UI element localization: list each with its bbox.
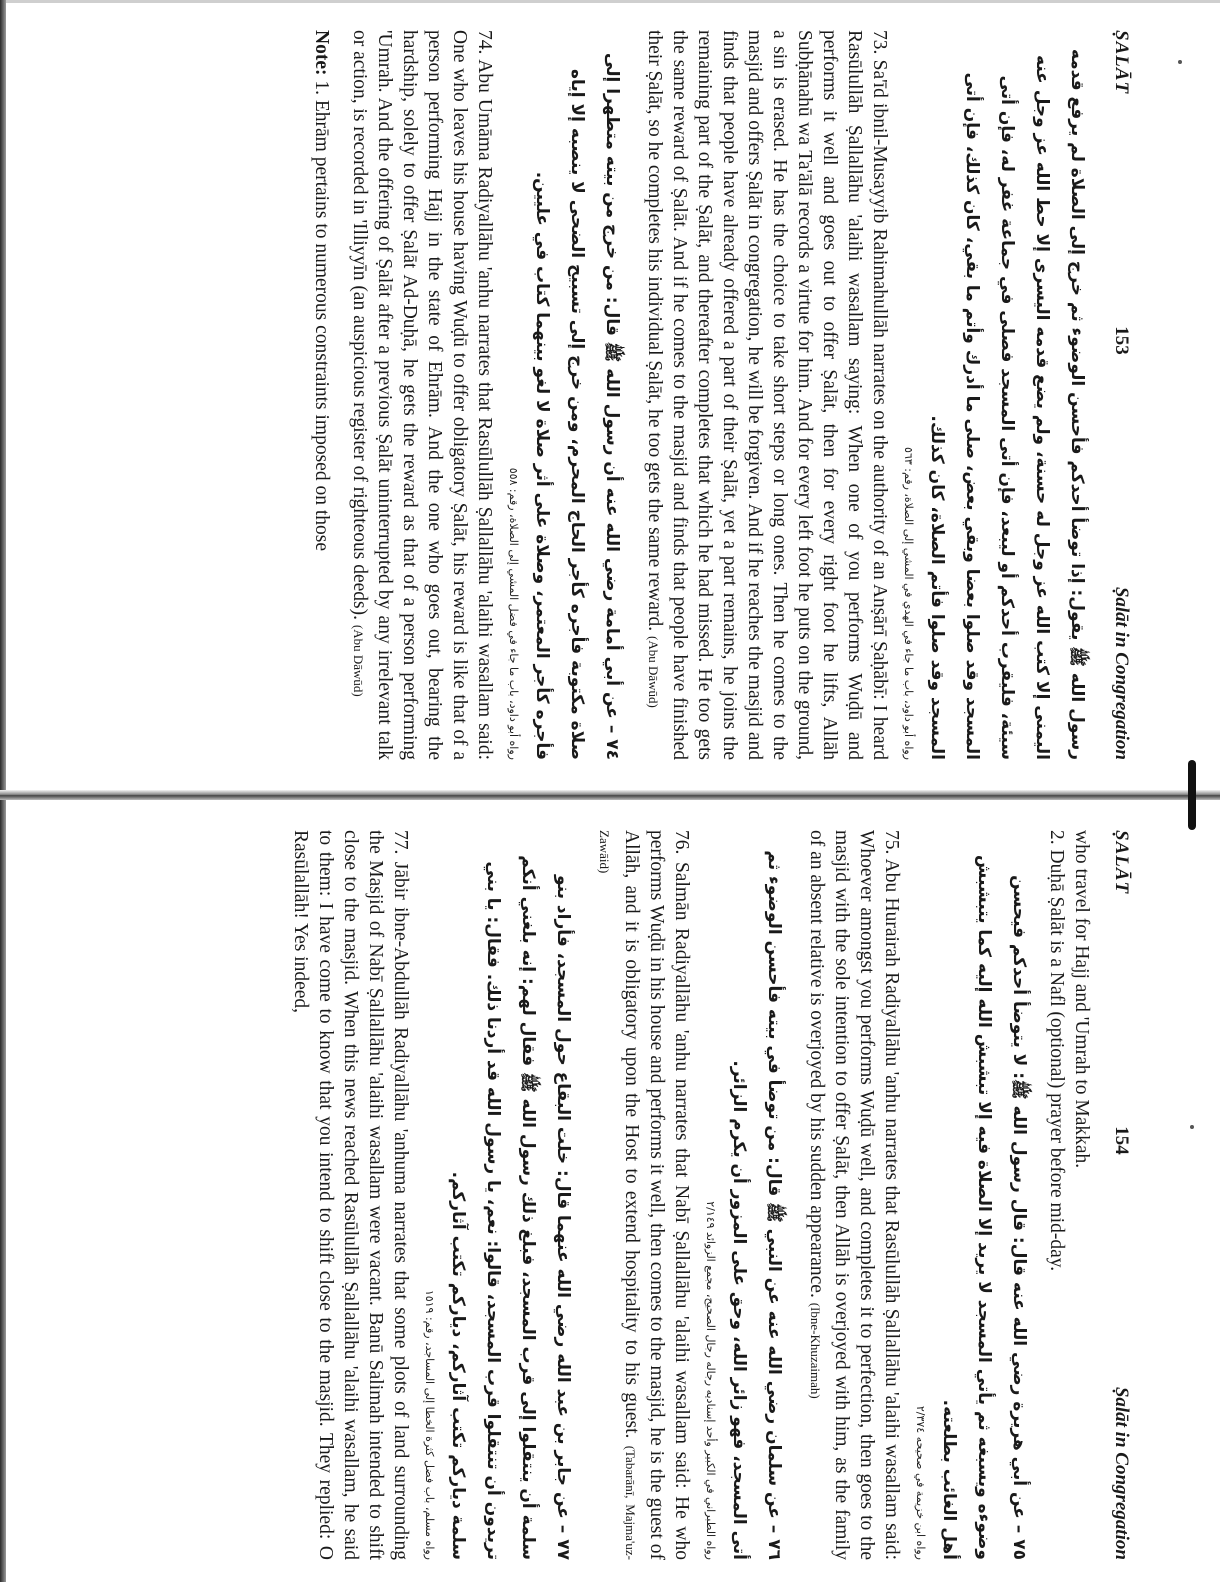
- hadith-75: [803, 830, 904, 1560]
- arabic-source: رواه ابن خزيمة في صحيحه ٢/٣٧٤: [914, 1405, 927, 1560]
- note-2: 2. Duḥā Ṣalāt is a Nafl (optional) prayer before mid-day.: [1046, 830, 1067, 1272]
- hadith-76: [592, 830, 694, 1560]
- chapter-title: Ṣalāt in Congregation: [1111, 586, 1132, 760]
- hadith-reference: (Abu Dāwūd): [646, 635, 661, 708]
- page-number: 153: [1111, 326, 1132, 355]
- running-head: [1110, 830, 1132, 1560]
- hadith-text: 76. Salmān Radiyallāhu 'anhu narrates that Nabī Ṣallallāhu 'alaihi wasallam said: He who performs Wuḍū in his house and performs it well, then comes to the masjid, he is the guest of Allāh, and it is obligatory upon the Host to extend hospitality to his guest.: [621, 830, 692, 1560]
- note: [309, 30, 334, 760]
- hadith-73: [641, 30, 892, 760]
- page-number: 154: [1111, 1126, 1132, 1155]
- page-153: [0, 0, 1220, 790]
- arabic-source: رواه الطبراني في الكبير وأحد إسناديه رجاله رجال الصحيح، مجمع الزوائد ٢/١٤٩: [704, 1201, 717, 1560]
- arabic-text: رسول الله ﷺ يقول: إذا توضأ أحدكم فأحسن الوضوء ثم خرج إلى الصلاة لم يرفع قدمه اليمنى إلا كتب الله عز وجل له حسنة، ولم يضع قدمه اليسرى إلا حط الله عز وجل عنه سيئة، فليقرب أحدكم أو ليبعد، فإن أتى المسجد فصلى في جماعة غفر له، فإن أتى المسجد وقد صلوا بعضا وبقي بعض، صلى ما أدرك وأتم ما بقي، كان كذلك، فإن أتى المسجد وقد صلوا فأتم الصلاة، كان كذلك.: [927, 48, 1087, 760]
- note-continuation: who travel for Hajj and 'Umrah to Makkah.: [1071, 830, 1092, 1169]
- note-label: Note:: [311, 30, 332, 76]
- section-title: ṢALĀT: [1111, 30, 1132, 95]
- hadith-77: [288, 830, 413, 1560]
- page-154-content: [22, 830, 1132, 1560]
- hadith-text: 77. Jābir ibne-Abdullāh Radiyallāhu 'anhuma narrates that some plots of land surrounding the Masjid of Nabī Ṣallallāhu 'alaihi wasallam were vacant. Banū Salimah intended to shift close to the masjid. When this news reached Rasūlullāh Ṣallallāhu 'alaihi wasallam, he said to them: I have come to know that you intend to shift close to the masjid. They replied: O Rasūlallāh! Yes indeed,: [290, 830, 411, 1560]
- page-153-content: [22, 30, 1132, 760]
- arabic-source: رواه أبو داود، باب ما جاء في الهدي في المشي إلى الصلاة، رقم: ٥٦٣: [902, 447, 915, 760]
- arabic-text: ٧٥ – عن أبي هريرة رضي الله عنه قال: قال رسول الله ﷺ: لا يتوضأ أحدكم فيحسن وضوءه ويسبغه ثم يأتي المسجد لا يريد إلا الصلاة فيه إلا تبشبش الله إليه كما يتبشبش أهل الغائب بطلعته.: [939, 854, 1029, 1560]
- running-head: [1110, 30, 1132, 760]
- arabic-source: رواه أبو داود، باب ما جاء في فضل المشي إلى الصلاة، رقم: ٥٥٨: [507, 467, 520, 760]
- arabic-text: ٧٤ – عن أبي أمامة رضي الله عنه أن رسول الله ﷺ قال: من خرج من بيته متطهرا إلى صلاة مكتوبة فأجره كأجر الحاج المحرم، ومن خرج إلى تسبيح الضحى لا ينصبه إلا إياه فأجره كأجر المعتمر، وصلاة على أثر صلاة لا لغو بينهما كتاب في عليين.: [532, 52, 622, 760]
- scan-speck: [1178, 60, 1182, 64]
- page-154: [0, 800, 1220, 1590]
- hadith-reference: (Ibne-Khuzaimah): [808, 1302, 823, 1399]
- arabic-source: رواه مسلم، باب فضل كثرة الخطا إلى المساجد، رقم: ١٥١٩: [423, 1289, 436, 1560]
- arabic-text: ٧٧ – عن جابر بن عبد الله رضي الله عنهما قال: خلت البقاع حول المسجد، فأراد بنو سلمة أن ينتقلوا إلى قرب المسجد، فبلغ ذلك رسول الله ﷺ فقال لهم: إنه بلغني أنكم تريدون أن تنتقلوا قرب المسجد، قالوا: نعم، يا رسول الله قد أردنا ذلك. فقال: يا بني سلمة دياركم تكتب آثاركم، دياركم تكتب آثاركم.: [448, 855, 573, 1560]
- arabic-text: ٧٦ – عن سلمان رضي الله عنه عن النبي ﷺ قال: من توضأ في بيته فأحسن الوضوء ثم أتى المسجد، فهو زائر الله، وحق على المزور أن يكرم الزائر.: [729, 850, 784, 1560]
- note-text: 1. Ehrām pertains to numerous constraints imposed on those: [311, 80, 332, 551]
- hadith-text: 73. Sa'īd ibnil-Musayyib Rahimahullāh narrates on the authority of an Anṣārī Ṣaḥābī: I heard Rasūlullāh Ṣallallāhu 'alaihi wasallam saying: When one of you performs Wuḍū and performs it well and goes out to offer Ṣalāt, then for every right foot he lifts, Allāh Subḥānahū wa Ta'ālā records a virtue for him. And for every left foot he puts on the ground, a sin is erased. He has the choice to take short steps or long ones. Then he comes to the masjid and offers Ṣalāt in congregation, he will be forgiven. And if he reaches the masjid and finds that people have already offered a part of their Ṣalāt, yet a part remains, he joins the remaining part of the Ṣalāt, and thereafter completes that which he had missed. He too gets the same reward of Ṣalāt. And if he comes to the masjid and finds that people have finished their Ṣalāt, so he completes his individual Ṣalāt, he too gets the same reward.: [644, 30, 890, 760]
- hadith-74: [346, 30, 497, 760]
- hadith-reference: (Tabarānī, Majma'uz-Zawāid): [597, 830, 638, 1560]
- hadith-text: 75. Abu Hurairah Radiyallāhu 'anhu narrates that Rasūlullāh Ṣallallāhu 'alaihi wasallam said: Whoever amongst you performs Wuḍū well, and completes it to perfection, then goes to the masjid with the sole intention to offer Ṣalāt, then Allāh is overjoyed with him, as the family of an absent relative is overjoyed by his sudden appearance.: [806, 830, 902, 1560]
- section-title: ṢALĀT: [1111, 830, 1132, 895]
- chapter-title: Ṣalāt in Congregation: [1111, 1386, 1132, 1560]
- book-spine: [0, 790, 1220, 800]
- scan-speck: [1190, 1125, 1194, 1129]
- hadith-text: 74. Abu Umāma Radiyallāhu 'anhu narrates that Rasūlullāh Ṣallallāhu 'alaihi wasallam said: One who leaves his house having Wuḍū to offer obligatory Ṣalāt, his reward is like that of a person performing Hajj in the state of Ehrām. And the one who goes out, bearing the hardship, solely to offer Ṣalāt Ad-Duḥā, he gets the reward as that of a person performing 'Umrah. And the offering of Ṣalāt after a previous Ṣalāt uninterrupted by any irrelevant talk or action, is recorded in 'Illiyyīn (an auspicious register of righteous deeds).: [349, 30, 495, 760]
- hadith-reference: (Abu Dāwūd): [351, 624, 366, 697]
